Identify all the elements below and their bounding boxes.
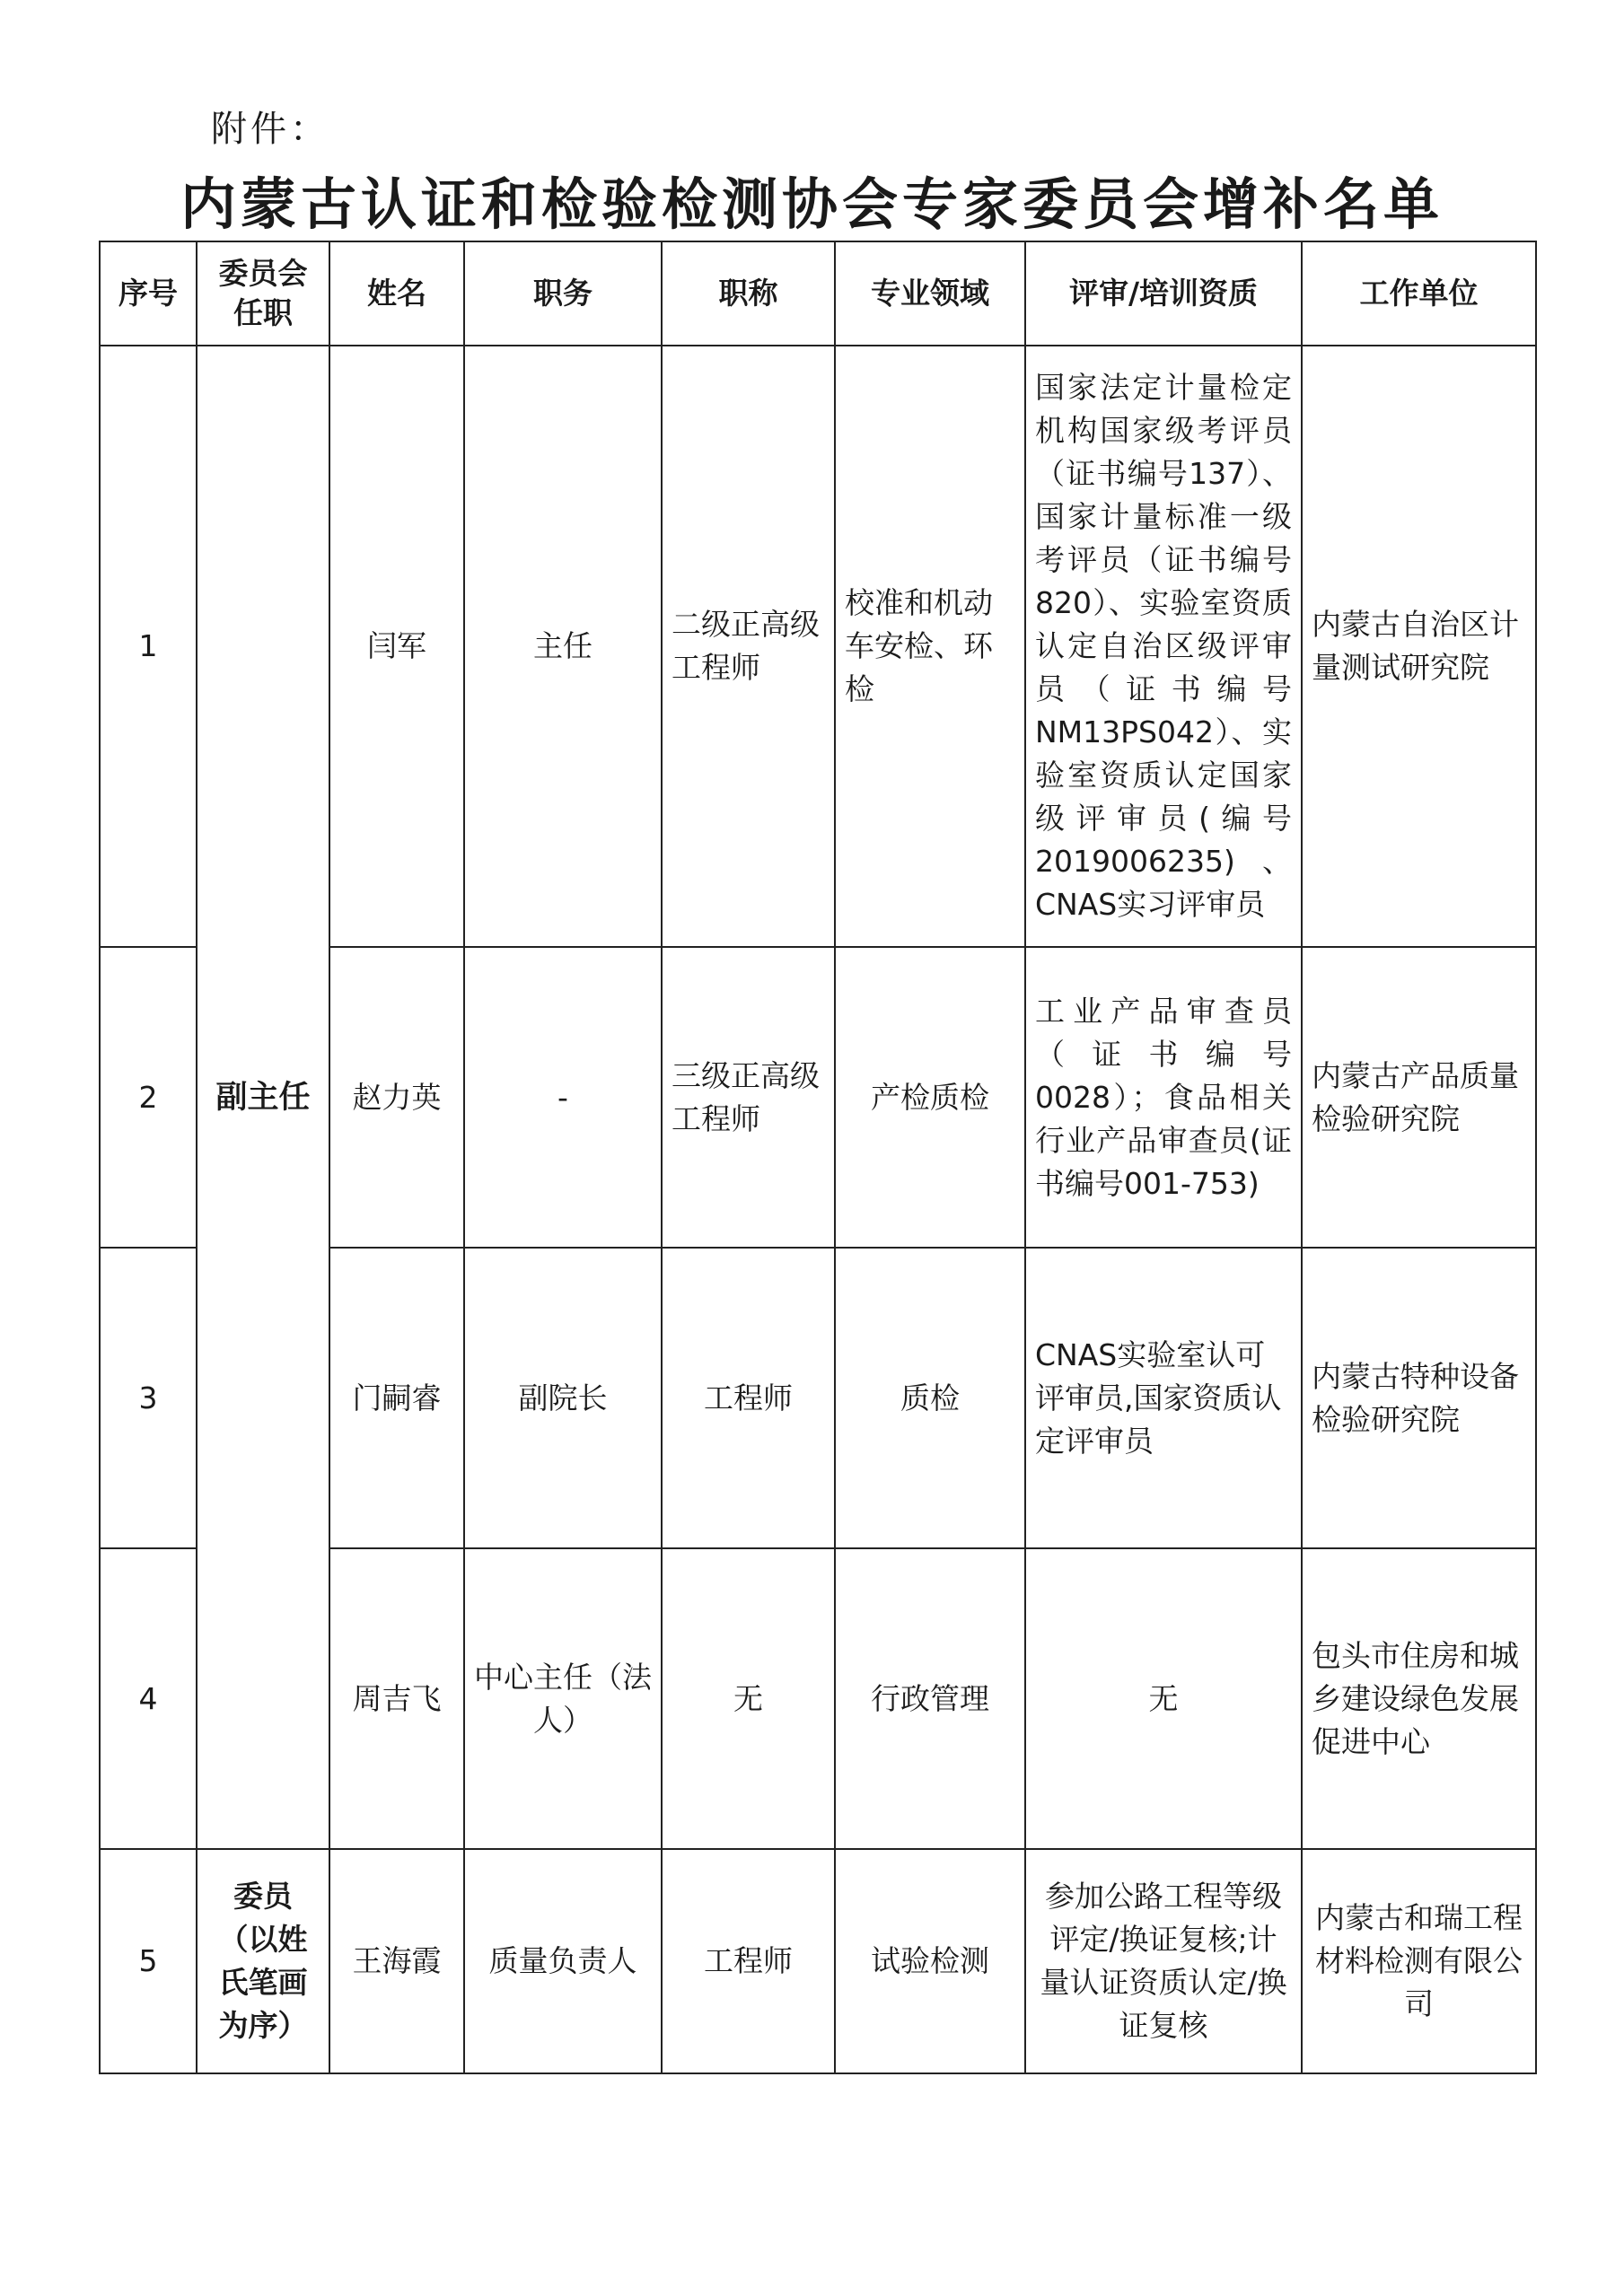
cell-field: 校准和机动车安检、环检 [835,346,1025,947]
table-header-row [100,241,1536,346]
header-role [197,241,329,346]
cell-seq: 2 [100,947,197,1248]
cell-position: - [464,947,662,1248]
cell-employer: 内蒙古产品质量检验研究院 [1302,947,1536,1248]
cell-field: 试验检测 [835,1849,1025,2073]
header-role-line2: 任职 [233,295,293,330]
header-qualification: 评审/培训资质 [1025,241,1302,346]
cell-employer: 内蒙古自治区计量测试研究院 [1302,346,1536,947]
cell-title: 无 [662,1548,835,1849]
header-position: 职务 [464,241,662,346]
cell-position: 中心主任（法人） [464,1548,662,1849]
cell-employer: 内蒙古特种设备检验研究院 [1302,1248,1536,1548]
cell-position: 质量负责人 [464,1849,662,2073]
cell-qualification: 工业产品审查员（证书编号0028）；食品相关行业产品审查员(证书编号001-753) [1025,947,1302,1248]
cell-name: 门嗣睿 [329,1248,464,1548]
cell-seq: 3 [100,1248,197,1548]
cell-role-member: 委员（以姓氏笔画为序） [197,1849,329,2073]
cell-qualification: 国家法定计量检定机构国家级考评员（证书编号137）、国家计量标准一级考评员（证书编号820）、实验室资质认定自治区级评审员（证书编号NM13PS042）、实验室资质认定国家级评审员(编号2019006235)、CNAS实习评审员 [1025,346,1302,947]
cell-name: 周吉飞 [329,1548,464,1849]
header-field: 专业领域 [835,241,1025,346]
document-title: 内蒙古认证和检验检测协会专家委员会增补名单 [180,171,1444,237]
cell-position: 副院长 [464,1248,662,1548]
cell-field: 质检 [835,1248,1025,1548]
cell-position: 主任 [464,346,662,947]
cell-employer: 包头市住房和城乡建设绿色发展促进中心 [1302,1548,1536,1849]
header-title: 职称 [662,241,835,346]
cell-title: 工程师 [662,1849,835,2073]
cell-qualification: 无 [1025,1548,1302,1849]
header-role-line1: 委员会 [218,256,308,291]
cell-seq: 4 [100,1548,197,1849]
header-employer: 工作单位 [1302,241,1536,346]
cell-qualification: CNAS实验室认可评审员,国家资质认定评审员 [1025,1248,1302,1548]
cell-field: 行政管理 [835,1548,1025,1849]
cell-qualification: 参加公路工程等级评定/换证复核;计量认证资质认定/换证复核 [1025,1849,1302,2073]
table-row [100,1849,1536,2073]
cell-title: 二级正高级工程师 [662,346,835,947]
expert-list-table [99,241,1537,2074]
header-seq: 序号 [100,241,197,346]
cell-seq: 5 [100,1849,197,2073]
cell-role-vice-chair: 副主任 [197,346,329,1849]
table-row [100,346,1536,947]
cell-title: 三级正高级工程师 [662,947,835,1248]
cell-employer: 内蒙古和瑞工程材料检测有限公司 [1302,1849,1536,2073]
cell-name: 王海霞 [329,1849,464,2073]
cell-name: 赵力英 [329,947,464,1248]
cell-name: 闫军 [329,346,464,947]
cell-field: 产检质检 [835,947,1025,1248]
header-name: 姓名 [329,241,464,346]
cell-title: 工程师 [662,1248,835,1548]
cell-seq: 1 [100,346,197,947]
attachment-label: 附件： [211,109,329,150]
